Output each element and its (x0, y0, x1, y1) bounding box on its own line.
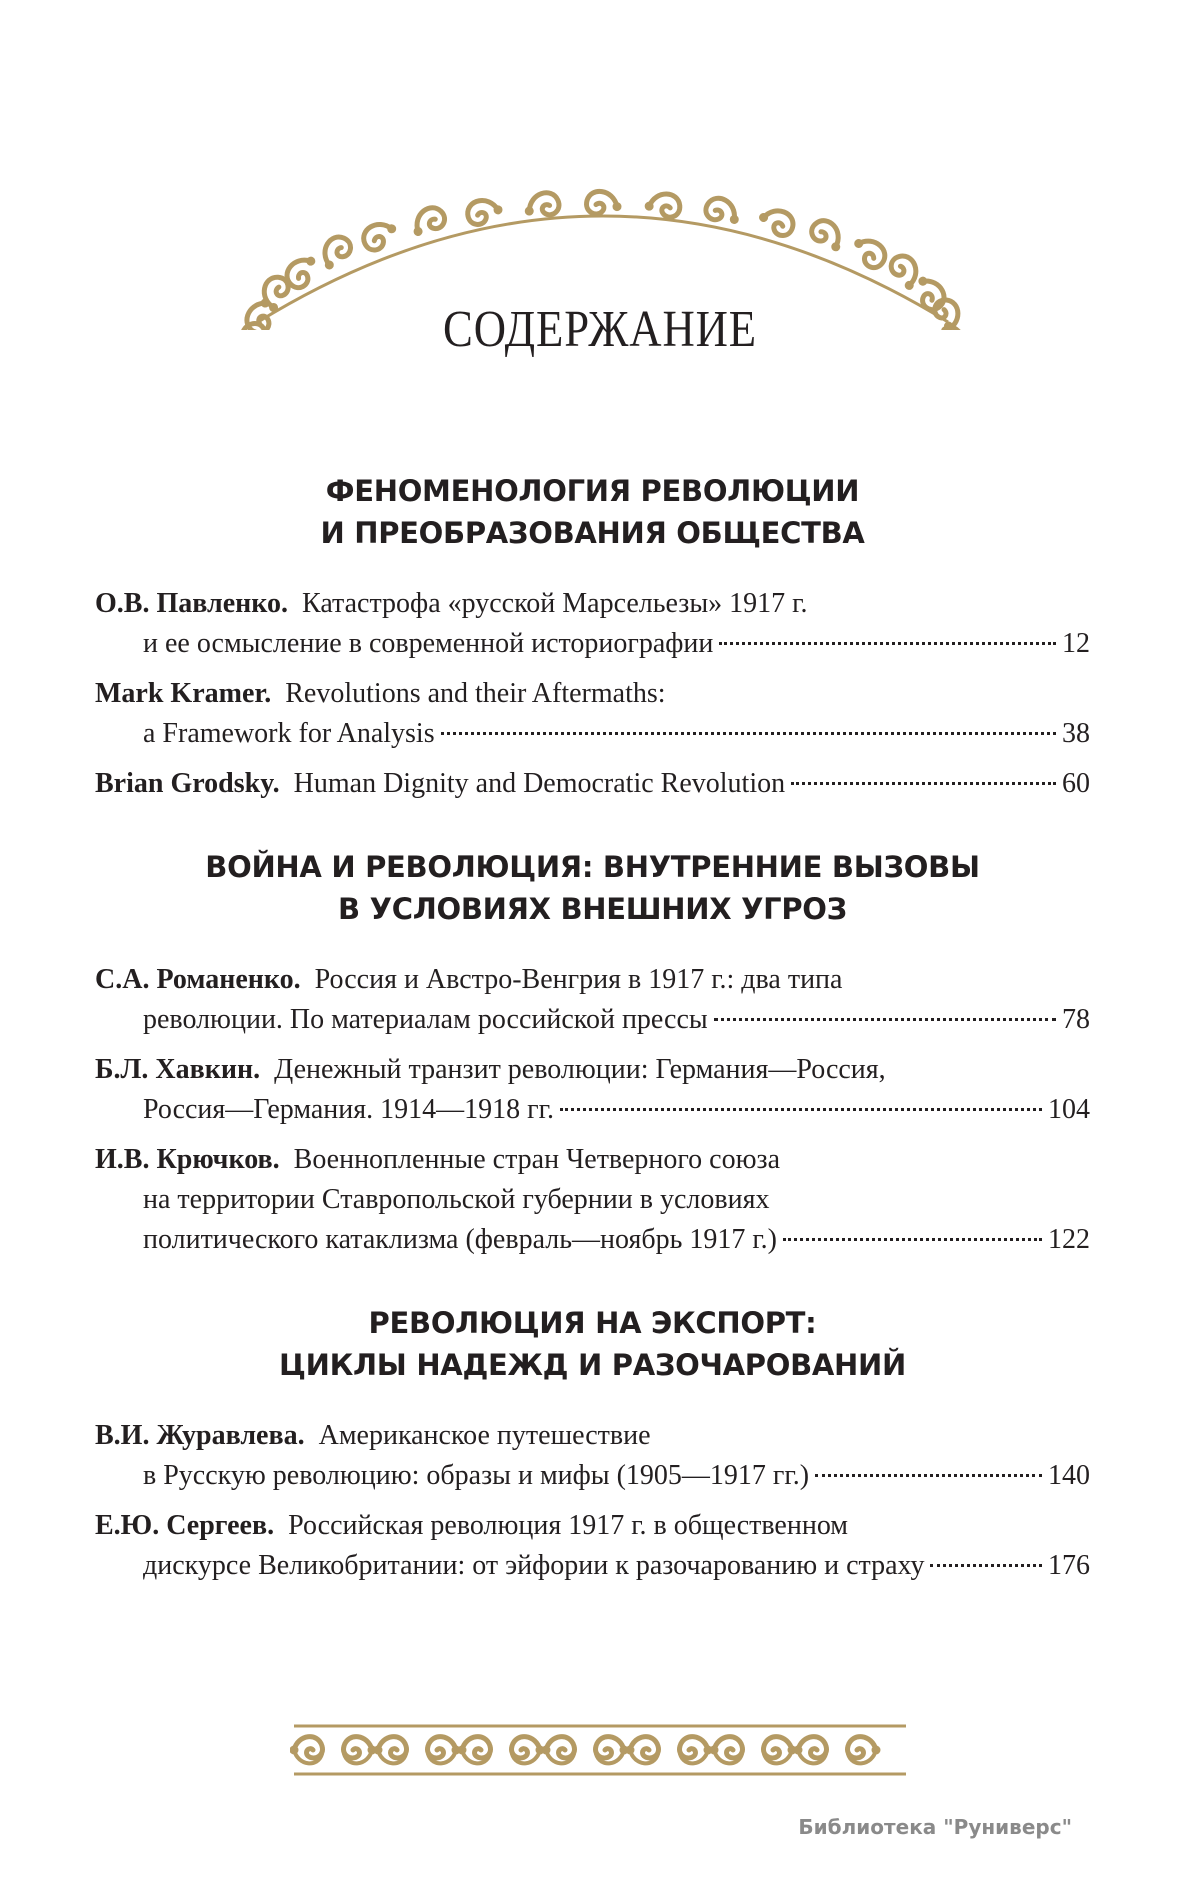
entry-author: О.В. Павленко. (95, 588, 289, 619)
table-of-contents (95, 470, 1090, 1628)
dot-leader (930, 1564, 1042, 1567)
entry-title-line: и ее осмысление в современной историографии (143, 628, 714, 659)
entry-title-line: a Framework for Analysis (143, 718, 435, 749)
entry-author: Б.Л. Хавкин. (95, 1054, 261, 1085)
entry-title-line: Денежный транзит революции: Германия—Россия, (274, 1054, 886, 1085)
toc-entry[interactable] (95, 674, 1090, 754)
library-watermark: Библиотека "Руниверс" (798, 1815, 1072, 1839)
entry-page-number: 12 (1062, 628, 1090, 659)
entry-author: В.И. Журавлева. (95, 1420, 305, 1451)
toc-section-3 (95, 1302, 1090, 1586)
entry-title-line: Военнопленные стран Четверного союза (293, 1144, 781, 1175)
entry-title-line: Катастрофа «русской Марсельезы» 1917 г. (302, 588, 808, 619)
entry-title-line: революции. По материалам российской прессы (143, 1004, 708, 1035)
entry-title-line: Revolutions and their Aftermaths: (285, 678, 666, 709)
toc-entry[interactable] (95, 1506, 1090, 1586)
entry-page-number: 122 (1048, 1224, 1090, 1255)
toc-entry[interactable] (95, 764, 1090, 804)
entry-page-number: 60 (1062, 768, 1090, 799)
entry-author: С.А. Романенко. (95, 964, 301, 995)
toc-entry[interactable] (95, 584, 1090, 664)
entry-author: Brian Grodsky. (95, 768, 280, 799)
entry-title-line: Американское путешествие (318, 1420, 651, 1451)
entry-author: Е.Ю. Сергеев. (95, 1510, 275, 1541)
dot-leader (714, 1018, 1056, 1021)
entry-title-line: в Русскую революцию: образы и мифы (1905—1917 гг.) (143, 1460, 810, 1491)
dot-leader (560, 1108, 1042, 1111)
entry-title-line: Россия—Германия. 1914—1918 гг. (143, 1094, 554, 1125)
section-heading: РЕВОЛЮЦИЯ НА ЭКСПОРТ: ЦИКЛЫ НАДЕЖД И РАЗОЧАРОВАНИЙ (279, 1306, 906, 1382)
toc-section-1 (95, 470, 1090, 804)
entry-page-number: 38 (1062, 718, 1090, 749)
dot-leader (815, 1474, 1042, 1477)
section-heading: ВОЙНА И РЕВОЛЮЦИЯ: ВНУТРЕННИЕ ВЫЗОВЫ В УСЛОВИЯХ ВНЕШНИХ УГРОЗ (205, 850, 980, 926)
entry-page-number: 104 (1048, 1094, 1090, 1125)
toc-entry[interactable] (95, 1416, 1090, 1496)
page-title: СОДЕРЖАНИЕ (443, 301, 757, 358)
toc-section-2 (95, 846, 1090, 1260)
section-heading: ФЕНОМЕНОЛОГИЯ РЕВОЛЮЦИИ И ПРЕОБРАЗОВАНИЯ ОБЩЕСТВА (320, 474, 865, 550)
entry-page-number: 176 (1048, 1550, 1090, 1581)
entry-author: И.В. Крючков. (95, 1144, 280, 1175)
toc-entry[interactable] (95, 1050, 1090, 1130)
entry-title-line: дискурсе Великобритании: от эйфории к разочарованию и страху (143, 1550, 925, 1581)
dot-leader (791, 782, 1056, 785)
entry-author: Mark Kramer. (95, 678, 272, 709)
entry-page-number: 78 (1062, 1004, 1090, 1035)
entry-title-line: на территории Ставропольской губернии в условиях (143, 1184, 770, 1215)
entry-page-number: 140 (1048, 1460, 1090, 1491)
dot-leader (783, 1238, 1042, 1241)
entry-title-line: Human Dignity and Democratic Revolution (293, 768, 786, 799)
entry-title-line: Россия и Австро-Венгрия в 1917 г.: два типа (314, 964, 843, 995)
toc-entry[interactable] (95, 1140, 1090, 1260)
entry-title-line: Российская революция 1917 г. в общественном (288, 1510, 849, 1541)
ornament-border-icon (290, 1720, 910, 1780)
entry-title-line: политического катаклизма (февраль—ноябрь 1917 г.) (143, 1224, 777, 1255)
toc-entry[interactable] (95, 960, 1090, 1040)
dot-leader (719, 642, 1056, 645)
dot-leader (441, 732, 1056, 735)
